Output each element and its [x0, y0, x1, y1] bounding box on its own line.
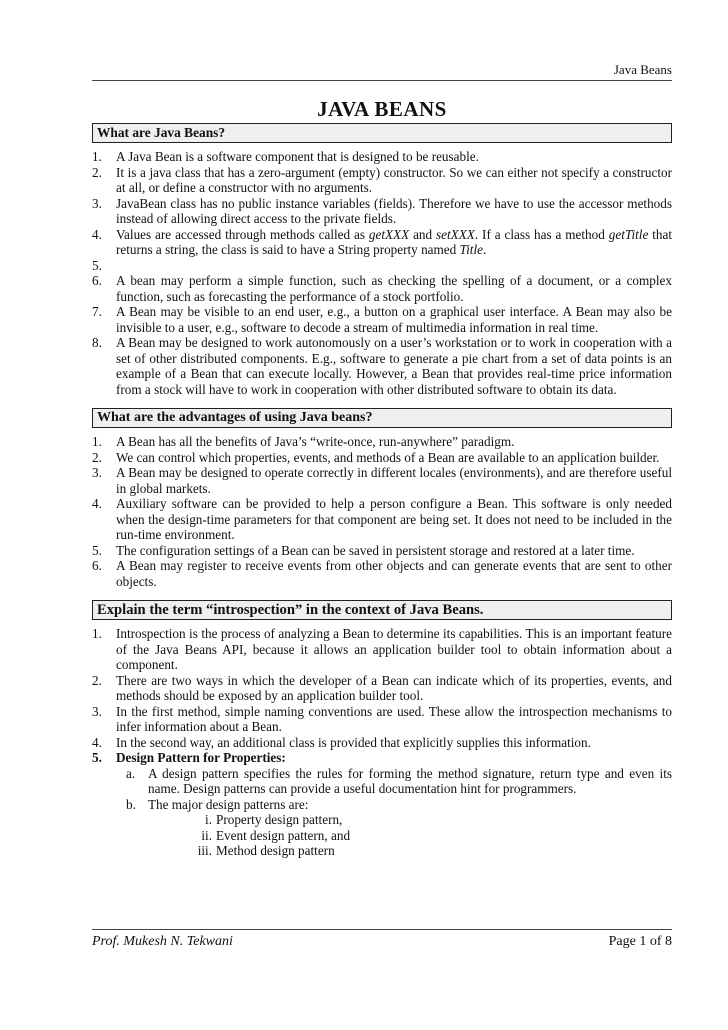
- list-item: 6. A bean may perform a simple function, such as checking the spelling of a document, or a complex function, such as forecasting the performance of a stock portfolio.: [92, 273, 672, 304]
- section-heading-introspection: Explain the term “introspection” in the context of Java Beans.: [92, 600, 672, 620]
- roman-item: ii. Event design pattern, and: [201, 827, 351, 843]
- sublist-item: b. The major design patterns are: i. Property design pattern, ii. Event design pattern, and iii. Method design pattern: [126, 797, 672, 859]
- page-footer: [92, 929, 672, 951]
- footer-page-number: Page 1 of 8: [608, 934, 672, 949]
- pattern-types-list: [148, 812, 672, 859]
- sublist-item: a. A design pattern specifies the rules for forming the method signature, return type and even its name. Design patterns can provide a useful documentation hint for programmers.: [126, 765, 672, 796]
- list-item: 4. In the second way, an additional class is provided that explicitly supplies this information.: [92, 734, 591, 750]
- list-item: 8. A Bean may be designed to work autonomously on a user’s workstation or to work in cooperation with a set of other distributed components. E.g., software to generate a pie chart from a set of data points is an example of a Bean that can execute locally. However, a Bean that provides real-time price information from a stock will have to work in cooperation with other distributed software to obtain its data.: [92, 335, 672, 397]
- list-item: 2. We can control which properties, events, and methods of a Bean are available to an application builder.: [92, 449, 660, 465]
- list-item: 2. There are two ways in which the developer of a Bean can indicate which of its properties, events, and methods should be exposed by an application builder tool.: [92, 672, 672, 703]
- list-item: 7. A Bean may be visible to an end user, e.g., a button on a graphical user interface. A Bean may also be invisible to a user, e.g., software to decode a stream of multimedia information in real time.: [92, 304, 672, 335]
- list-item-empty: 5.: [92, 257, 102, 273]
- document-body: [92, 123, 672, 865]
- list-item: 3. A Bean may be designed to operate correctly in different locales (environments), and are therefore useful in global markets.: [92, 465, 672, 496]
- document-title: JAVA BEANS: [317, 97, 447, 121]
- list-item: 1. A Java Bean is a software component that is designed to be reusable.: [92, 149, 479, 164]
- list-item: 1. Introspection is the process of analyzing a Bean to determine its capabilities. This is an important feature of the Java Beans API, because it allows an application builder tool to obtain information about a component.: [92, 626, 672, 672]
- roman-item: iii. Method design pattern: [197, 843, 335, 858]
- list-item: 1. A Bean has all the benefits of Java’s “write-once, run-anywhere” paradigm.: [92, 434, 515, 449]
- section-2-list: [92, 434, 672, 589]
- section-1-list: [92, 149, 672, 397]
- list-item: 5. The configuration settings of a Bean can be saved in persistent storage and restored at a later time.: [92, 542, 635, 558]
- list-item: 3. In the first method, simple naming conventions are used. These allow the introspection mechanisms to infer information about a Bean.: [92, 703, 672, 734]
- footer-author: Prof. Mukesh N. Tekwani: [92, 934, 233, 949]
- list-item: 2. It is a java class that has a zero-argument (empty) constructor. So we can either not specify a constructor at all, or define a constructor with no arguments.: [92, 164, 672, 195]
- section-3-list: [92, 626, 672, 859]
- design-pattern-sublist: [116, 766, 672, 859]
- list-item: 4. Auxiliary software can be provided to help a person configure a Bean. This software is only needed when the design-time parameters for that component are being set. It does not need to be included in the run-time environment.: [92, 496, 672, 542]
- roman-item: i. Property design pattern,: [205, 812, 343, 827]
- running-header: Java Beans: [92, 62, 672, 81]
- section-heading-what-are-java-beans: What are Java Beans?: [92, 123, 672, 143]
- section-heading-advantages: What are the advantages of using Java beans?: [92, 408, 672, 428]
- list-item: 3. JavaBean class has no public instance variables (fields). Therefore we have to use the accessor methods instead of allowing direct access to the private fields.: [92, 195, 672, 226]
- list-item: 6. A Bean may register to receive events from other objects and can generate events that are sent to other objects.: [92, 558, 672, 589]
- list-item-design-pattern: 5. Design Pattern for Properties: a. A design pattern specifies the rules for forming the method signature, return type and even its name. Design patterns can provide a useful documentation hint for programmers. b. The major design patterns are: i. Property design pattern, ii. Event design pattern, and iii. Method design pattern: [92, 750, 672, 858]
- list-item: 4. Values are accessed through methods called as getXXX and setXXX. If a class has a method getTitle that returns a string, the class is said to have a String property named Title.: [92, 226, 672, 257]
